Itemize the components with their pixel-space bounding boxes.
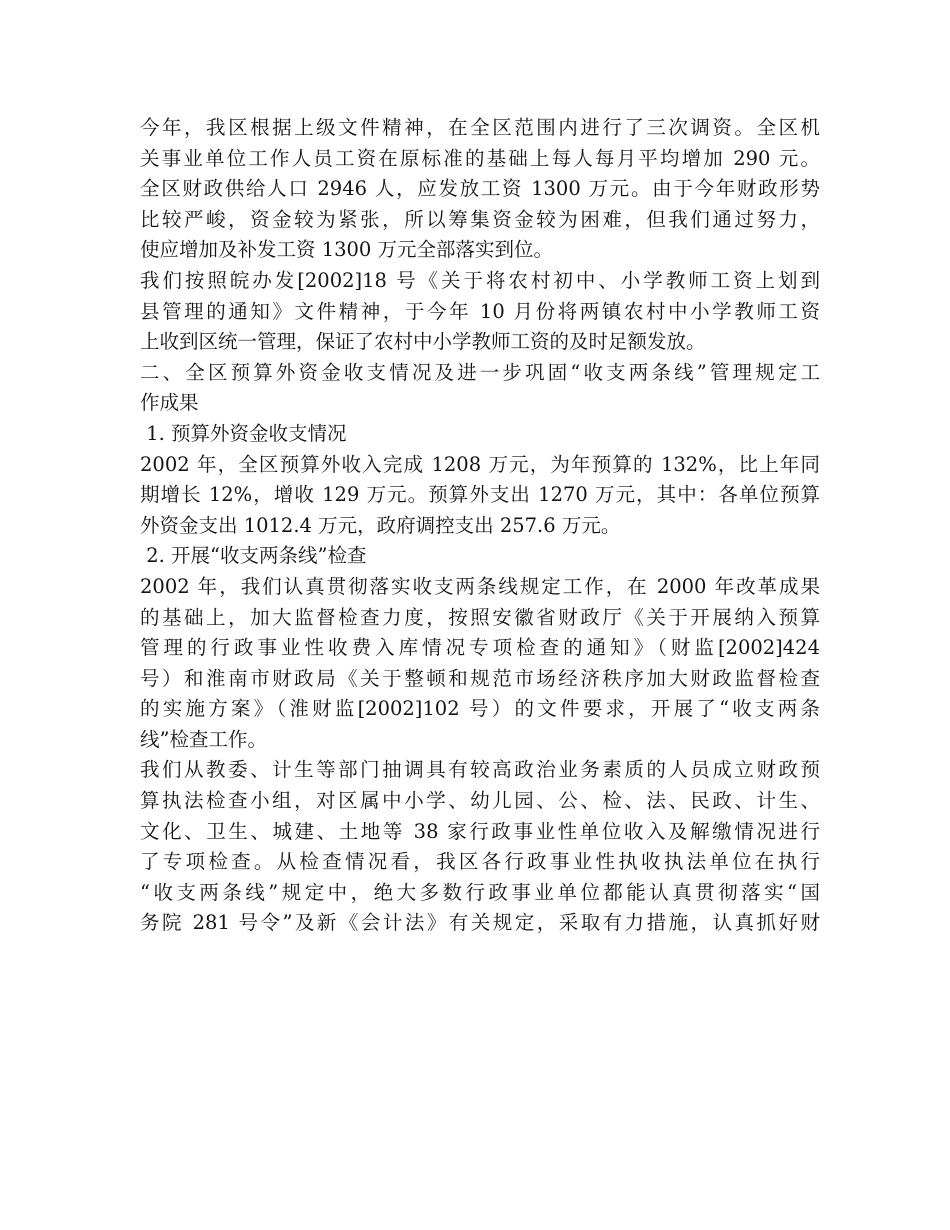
text-line: 算执法检查小组，对区属中小学、幼儿园、公、检、法、民政、计生、 <box>140 789 820 813</box>
text-line: 期增长 12%，增收 129 万元。预算外支出 1270 万元，其中：各单位预算 <box>140 483 820 507</box>
text-line: 关事业单位工作人员工资在原标准的基础上每人每月平均增加 290 元。 <box>140 146 820 170</box>
text-line: 2002 年，我们认真贯彻落实收支两条线规定工作，在 2000 年改革成果 <box>140 574 820 598</box>
text-line: 2002 年，全区预算外收入完成 1208 万元，为年预算的 132%，比上年同 <box>140 452 820 476</box>
subsection-heading: 2. 开展“收支两条线”检查 <box>140 544 367 568</box>
subsection-heading: 1. 预算外资金收支情况 <box>140 421 347 445</box>
text-line: 比较严峻，资金较为紧张，所以筹集资金较为困难，但我们通过努力， <box>140 207 820 231</box>
text-line: 管理的行政事业性收费入库情况专项检查的通知》（财监[2002]424 <box>140 636 820 660</box>
text-line: 了专项检查。从检查情况看，我区各行政事业性执收执法单位在执行 <box>140 850 820 874</box>
text-line: 我们从教委、计生等部门抽调具有较高政治业务素质的人员成立财政预 <box>140 758 820 782</box>
section-heading: 二、全区预算外资金收支情况及进一步巩固“收支两条线”管理规定工 <box>140 360 820 384</box>
text-line: 号）和淮南市财政局《关于整顿和规范市场经济秩序加大财政监督检查 <box>140 666 820 690</box>
text-line: 上收到区统一管理，保证了农村中小学教师工资的及时足额发放。 <box>140 330 706 354</box>
text-line: “收支两条线”规定中，绝大多数行政事业单位都能认真贯彻落实“国 <box>140 880 820 904</box>
text-line: 的实施方案》（淮财监[2002]102 号）的文件要求，开展了“收支两条 <box>140 697 820 721</box>
text-line: 的基础上，加大监督检查力度，按照安徽省财政厅《关于开展纳入预算 <box>140 605 820 629</box>
text-line: 全区财政供给人口 2946 人，应发放工资 1300 万元。由于今年财政形势 <box>140 177 820 201</box>
text-line: 使应增加及补发工资 1300 万元全部落实到位。 <box>140 238 554 262</box>
section-heading: 作成果 <box>140 391 199 415</box>
text-line: 外资金支出 1012.4 万元，政府调控支出 257.6 万元。 <box>140 513 621 537</box>
text-line: 我们按照皖办发[2002]18 号《关于将农村初中、小学教师工资上划到 <box>140 268 820 292</box>
text-line: 线”检查工作。 <box>140 727 267 751</box>
text-line: 县管理的通知》文件精神，于今年 10 月份将两镇农村中小学教师工资 <box>140 299 820 323</box>
text-line: 文化、卫生、城建、土地等 38 家行政事业性单位收入及解缴情况进行 <box>140 819 820 843</box>
text-line: 务院 281 号令”及新《会计法》有关规定，采取有力措施，认真抓好财 <box>140 911 820 935</box>
document-body <box>140 113 820 939</box>
text-line: 今年，我区根据上级文件精神，在全区范围内进行了三次调资。全区机 <box>140 116 820 139</box>
